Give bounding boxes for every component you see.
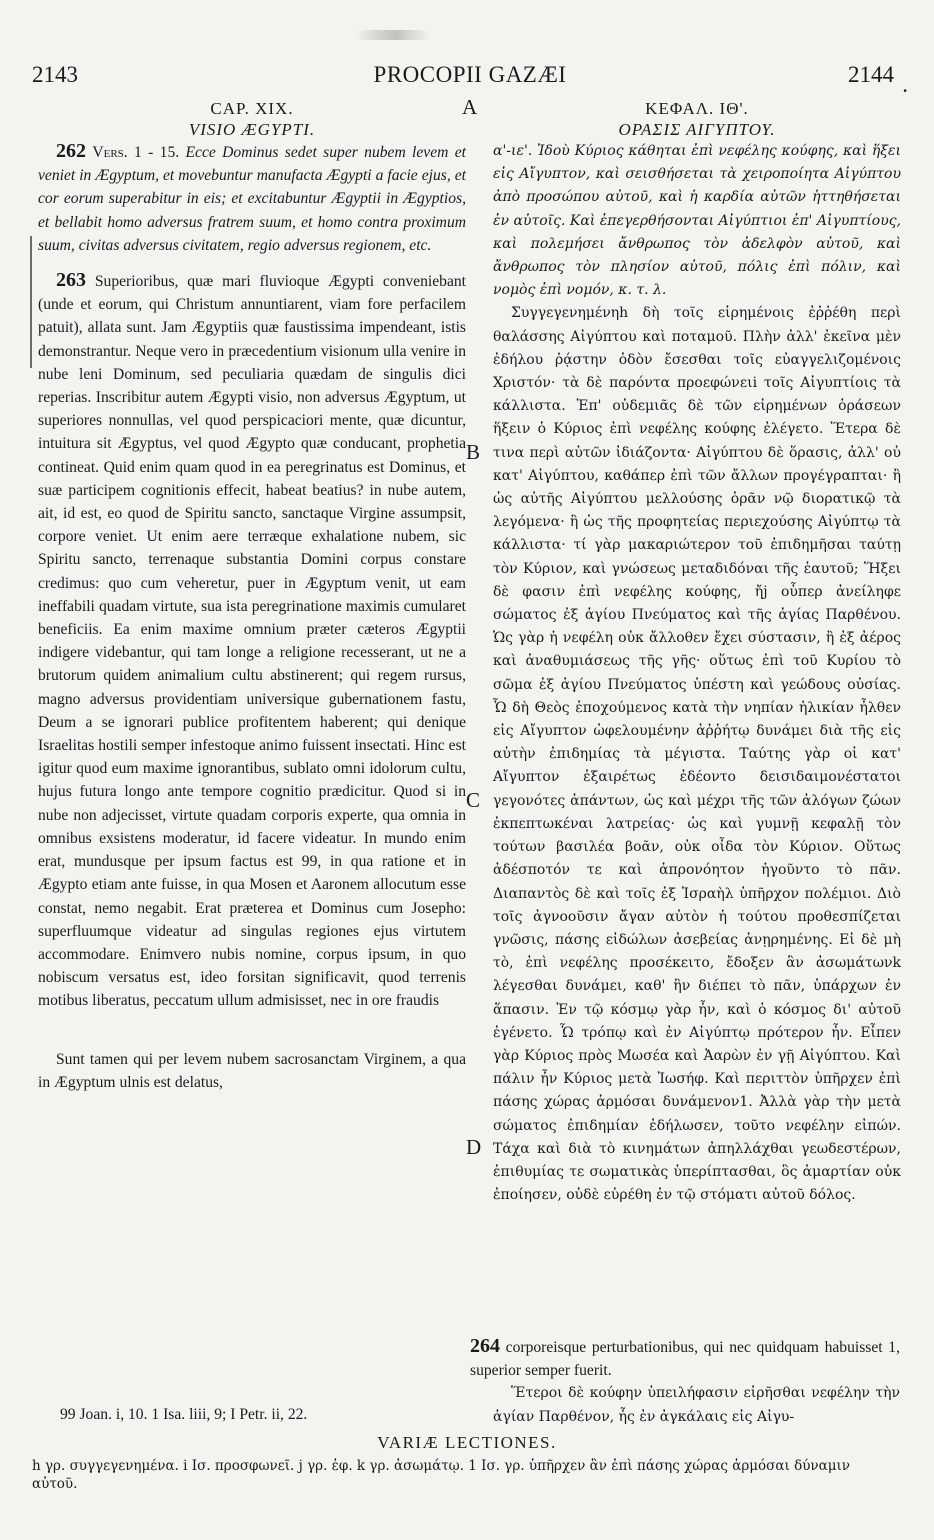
section-264-line — [470, 1335, 900, 1382]
section-number-263: 263 — [56, 269, 86, 292]
margin-letter-d: D — [466, 1135, 482, 1159]
scan-smudge — [355, 30, 430, 40]
section-264 — [470, 1335, 900, 1429]
greek-tail-paragraph: Ἕτεροι δὲ κούφην ὑπειλήφασιν εἰρῆσθαι νεφέλην τὴν ἁγίαν Παρθένον, ἧς ἐν ἀγκάλαις εἰς Αἰγυ- — [493, 1385, 900, 1425]
chapter-heading-greek: ΚΕΦΑΛ. ΙΘ'. — [645, 99, 749, 118]
variae-lectiones-text: h γρ. συγγεγενημένα. i Ισ. προσφωνεῖ. j γρ. ἐφ. k γρ. ἀσωμάτῳ. 1 Ισ. γρ. ὑπῆρχεν ἂν ἐπὶ πάσης χώρας ἁρμόσαι δύναμιν αὐτοῦ. — [32, 1458, 851, 1492]
section-number-262: 262 — [56, 140, 86, 162]
margin-letter-a: A — [462, 95, 478, 119]
verse-quote-greek: α'-ιε'. Ἰδοὺ Κύριος κάθηται ἐπὶ νεφέλης κούφης, καὶ ἥξει εἰς Αἴγυπτον, καὶ σεισθήσεται τὰ χειροποίητα Αἰγύπτου ἀπὸ προσώπου αὐτοῦ, καὶ ἡ καρδία αὐτῶν ἡττηθήσεται ἐν αὐτοῖς. Καὶ ἐπεγερθήσονται Αἰγύπτιοι ἐπ' Αἰγυπτίους, καὶ πολεμήσει ἄνθρωπος τὸν ἀδελφὸν αὐτοῦ, καὶ ἄνθρωπος τὸν πλησίον αὐτοῦ, πόλις ἐπὶ πόλιν, καὶ νομὸς ἐπὶ νομόν, κ. τ. λ. — [493, 143, 901, 299]
section-number-264: 264 — [470, 1335, 500, 1357]
verse-quote-latin: Ecce Dominus sedet super nubem levem et veniet in Ægyptum, et movebuntur manufacta Ægypti a facie ejus, et cor eorum superabitur in eis; et excitabuntur Ægyptii in Ægyptios, et bellabit homo adversus fratrem suum, et homo contra proximum suum, civitas adversus civitatem, regio adversus regionem, etc. — [38, 144, 467, 254]
variae-lectiones-heading: VARIÆ LECTIONES. — [377, 1433, 557, 1452]
chapter-subtitle-greek: ΟΡΑΣΙΣ ΑΙΓΥΠΤΟΥ. — [618, 120, 776, 139]
verse-reference: Vers. 1 - 15. — [92, 144, 180, 161]
latin-tail-paragraph: Sunt tamen qui per levem nubem sacrosanctam Virginem, a qua in Ægyptum ulnis est delatus, — [38, 1050, 466, 1091]
section-264-text: corporeisque perturbationibus, qui nec quidquam habuisset 1, superior semper fuerit. — [470, 1339, 900, 1380]
page-number-left: 2143 — [32, 62, 78, 87]
spacer — [38, 257, 466, 269]
running-header — [32, 62, 908, 97]
greek-commentary: Συγγεγενημένηh δὴ τοῖς εἰρημένοις ἐῤῥέθη περὶ θαλάσσης Αἰγύπτου καὶ ποταμοῦ. Πλὴν ἀλλ' ἐκεῖνα μὲν ἐδήλου ῥᾴστην ὁδὸν ἔσεσθαι τοῖς εὐαγγελιζομένοις Χριστόν· τὰ δὲ παρόντα προεφώνειi τοῖς Αἰγυπτίοις τὰ κάλλιστα. Ἐπ' οὐδεμιᾶς δὲ τῶν εἰρημένων ὁράσεων ἥξειν ὁ Κύριος ἐπὶ νεφέλης κούφης ἐλέγετο. Ἕτερα δὲ τινα περὶ αὐτῶν ἰδιάζοντα· Αἰγύπτου δὲ ὅρασις, ἀλλ' οὐ κατ' Αἰγύπτου, καθάπερ ἐπὶ τῶν ἄλλων προγέγραπται· ἢ ὡς αὐτῆς Αἰγύπτου μελλούσης ὁρᾶν νῷ διορατικῷ τὰ λεγόμενα· ἢ ὡς τῆς προφητείας περιεχούσης Αἰγύπτῳ τὰ κάλλιστα· τί γὰρ μακαριώτερον τοῦ ἐπιδημῆσαι ταύτῃ τὸν Κύριον, καὶ γνώσεως μεταδιδόναι τῆς ἑαυτοῦ; Ἥξει δὲ φασιν ἐπὶ νεφέλης κούφης, ἤj οὗπερ ἀνείληφε σώματος ἐξ ἁγίου Πνεύματος καὶ τῆς ἁγίας Παρθένου. Ὡς γὰρ ἡ νεφέλη οὐκ ἄλλοθεν ἔχει σύστασιν, ἢ ἐξ ἀέρος καὶ ἀναθυμιάσεως τῆς γῆς· οὕτως ἐπὶ τοῦ Κυρίου τὸ σῶμα ἐξ ἁγίου Πνεύματος ὑπέστη καὶ γεώδους οὐσίας. Ὧ δὴ Θεὸς ἐποχούμενος κατὰ τὴν νηπίαν ἡλικίαν ἦλθεν εἰς Αἴγυπτον ὠφελουμένην ἀῤῥήτῳ δυνάμει διὰ τῆς εἰς αὐτὴν ἐπιδημίας τὰ μέγιστα. Ταύτης γὰρ οἱ κατ' Αἴγυπτον ἐξαιρέτως ἐδέοντο δεισιδαιμονέστατοι γεγονότες ἁπάντων, ὡς καὶ μέχρι τῆς τῶν ἀλόγων ζώων ἐκπεπτωκέναι λατρείας· ὡς καὶ γυμνῇ κεφαλῇ τὸν τούτων βασιλέα βοᾶν, οὐκ οἶδα τὸν Κύριον. Οὕτως ἀδέσποτόν τε καὶ ἀπρονόητον ἡγοῦντο τὸ πᾶν. Διαπαντὸς δὲ καὶ τοῖς ἐξ Ἰσραὴλ ὑπῆρχον πολέμιοι. Διὸ τοῖς ἀγνοοῦσιν ἄγαν αὐτὸν ἡ τούτου προθεσπίζεται γνῶσις, πάσης εἰδώλων ἀσεβείας ἀνῃρημένης. Εἰ δὲ μὴ τὸ, ἐπὶ νεφέλης προσέκειτο, ἔδοξεν ἂν ἀσωμάτωνk λέγεσθαι δυνάμει, καθ' ἣν διέπει τὸ πᾶν, ὑπάρχων ἐν ἅπασιν. Ἐν τῷ κόσμῳ γὰρ ἦν, καὶ ὁ κόσμος δι' αὐτοῦ ἐγένετο. Ὧ τρόπῳ καὶ ἐν Αἰγύπτῳ πρότερον ἦν. Εἶπεν γὰρ Κύριος πρὸς Μωσέα καὶ Ἀαρὼν ἐν γῇ Αἰγύπτου. Καὶ πάλιν ἦν Κύριος μετὰ Ἰωσήφ. Καὶ περιττὸν ὑπῆρχεν ἐπὶ πάσης χώρας ἁρμόσαι δυνάμενον1. Ἀλλὰ γὰρ τὴν μετὰ σώματος ἐπιδημίαν ἐδήλωσεν, τοῦτο νεφέλην εἰπών. Τάχα καὶ διὰ τὸ κινημάτων ἀπηλλάχθαι γεωδεστέρων, ἐπιθυμίας τε σωματικὰς ὑπερίπτασθαι, ὃς ἁμαρτίαν οὐκ ἐποίησεν, οὐδὲ εὑρέθη ἐν τῷ στόματι αὐτοῦ δόλος. — [493, 305, 901, 1204]
header-dot: . — [902, 72, 908, 97]
latin-column — [38, 98, 466, 1094]
margin-letter-b: B — [466, 440, 481, 464]
greek-column — [493, 98, 901, 1207]
page-number-right: 2144 — [848, 62, 894, 87]
chapter-heading-latin: CAP. XIX. — [210, 99, 294, 118]
section-263-text: Superioribus, quæ mari fluvioque Ægypti conveniebant (unde et eorum, qui Christum annuntiarent, viam fore perfacilem patuit), allata sunt. Jam Ægyptiis quæ faustissima impendeant, istis demonstrantur. Neque vero in præcedentium visionum ulla venire in nube leni Dominum, sed peculiaria quædam de singulis dici reperias. Inscribitur autem Ægypti visio, non adversus Ægyptum, ut superiores nonnullas, vel quod perspicaciori mente, quæ dicuntur, intuitura sit Ægyptus, vel quod Ægypto quæ conducant, prophetia contineat. Quid enim quam quod in ea peregrinatus est Dominus, et suæ participem cognitionis effecit, habeat beatius? in nube autem, ait, id est, eo quod de Spiritu sancto, sanctaque Virgine assumpsit, corpore veniet. Ut enim aere terræque exhalatione nubem, sic Spiritu sancto, terrenaque substantia Domini corpus constare credimus: quo cum veheretur, puer in Ægyptum venit, ut eam ineffabili quadam virtute, sua ista peregrinatione maximis cumularet beneficiis. Ea enim maxime omnium præter cæteros Ægyptii indigere videbantur, qui tam longe a religione recesserant, ut ne a brutorum quidem animalium cultu abstinerent; qui regem rursus, magno adversus providentiam universique gubernationem fastu, Deum a se ignorari publice profitentem haberent; qui denique Israelitas hostili semper infestoque animo fuissent insectati. Hinc est igitur quod eum maxime ignorantibus, sublato omni idolorum cultu, hujus futura longo ante tempore cognitio prædicitur. Quod si in nube non adjecisset, virtute quadam corporis experte, qua omnia in omnibus exsistens moderatur, id facere videatur. In mundo enim erat, mundusque per ipsum factus est 99, in qua ratione et in Ægypto etiam ante fuisse, in qua Mosen et Aaronem allocutum esse constat, nemo negabit. Erat præterea et Dominus cum Josepho: superfluumque videatur ad singulas regiones ejus virtutem accommodare. Enimvero nubis nomine, corpus ipsum, in quo nobiscum versatus est, ideo forsitan significavit, quod terrenis motibus liberatus, peccatum ullum admisisset, nec in ore fraudis — [38, 273, 466, 1010]
margin-rule — [30, 236, 32, 368]
footnote-references: 99 Joan. i, 10. 1 Isa. liii, 9; I Petr. ii, 22. — [60, 1406, 308, 1423]
section-262 — [38, 140, 466, 257]
section-263 — [38, 269, 466, 1013]
chapter-subtitle-latin: VISIO ÆGYPTI. — [188, 120, 316, 139]
margin-letter-c: C — [466, 788, 481, 812]
running-title: PROCOPII GAZÆI — [373, 62, 567, 87]
